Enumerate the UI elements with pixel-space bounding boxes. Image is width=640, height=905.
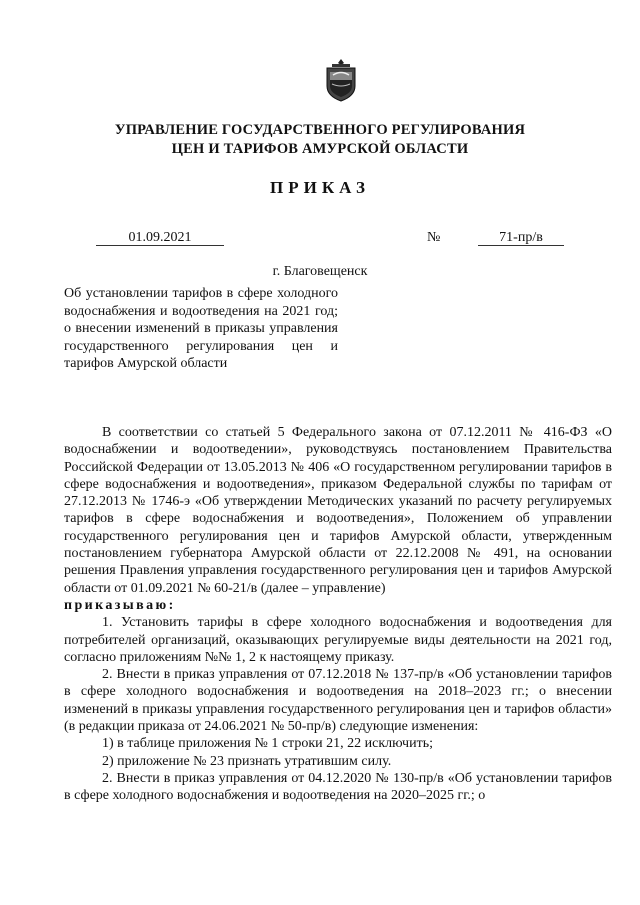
document-number: 71-пр/в [478,230,564,246]
organization-name-line1: УПРАВЛЕНИЕ ГОСУДАРСТВЕННОГО РЕГУЛИРОВАНИЯ [114,122,526,138]
number-sign: № [427,230,441,245]
preamble-paragraph: В соответствии со статьей 5 Федерального закона от 07.12.2011 № 416-ФЗ «О водоснабжении и водоотведении», руководствуясь постановлением Правительства Российской Федерации от 13.05.2013 № 406 «О государственном регулировании тарифов в сфере водоснабжения и водоотведения», приказом Федеральной службы по тарифам от 27.12.2013 № 1746-э «Об утверждении Методических указаний по расчету регулируемых тарифов в сфере водоснабжения и водоотведения», Положением об управлении государственного регулирования цен и тарифов Амурской области, утвержденным постановлением губернатора Амурской области от 22.12.2008 № 491, на основании решения Правления управления государственного регулирования цен и тарифов Амурской области от 01.09.2021 № 60-21/в (далее – управление) [64,425,612,596]
order-item-1: 1. Установить тарифы в сфере холодного водоснабжения и водоотведения для потребителей организаций, оказывающих регулируемые виды деятельности на 2021 год, согласно приложениям №№ 1, 2 к настоящему приказу. [64,615,612,665]
order-item-3: 2. Внести в приказ управления от 04.12.2020 № 130-пр/в «Об установлении тарифов в сфере холодного водоснабжения и водоотведения на 2020–2025 гг.; о [64,770,612,804]
order-item-2: 2. Внести в приказ управления от 07.12.2018 № 137-пр/в «Об установлении тарифов в сфере холодного водоснабжения и водоотведения на 2018–2023 гг.; о внесении изменений в приказы управления государственного регулирования цен и тарифов области» (в редакции приказа от 24.06.2021 № 50-пр/в) следующие изменения: [64,667,612,735]
order-item-2-sub-2: 2) приложение № 23 признать утратившим силу. [102,753,392,769]
document-body [64,424,612,805]
coat-of-arms-icon [322,58,360,102]
organization-name-line2: ЦЕН И ТАРИФОВ АМУРСКОЙ ОБЛАСТИ [171,141,469,157]
order-item-2-sub-1: 1) в таблице приложения № 1 строки 21, 22 исключить; [102,736,433,752]
city: г. Благовещенск [272,264,368,279]
order-word: приказываю: [64,597,176,613]
document-title: ПРИКАЗ [270,178,370,197]
document-date: 01.09.2021 [96,230,224,246]
document-subject: Об установлении тарифов в сфере холодного водоснабжения и водоотведения на 2021 год; о внесении изменений в приказы управления государственного регулирования цен и тарифов Амурской области [64,286,338,371]
